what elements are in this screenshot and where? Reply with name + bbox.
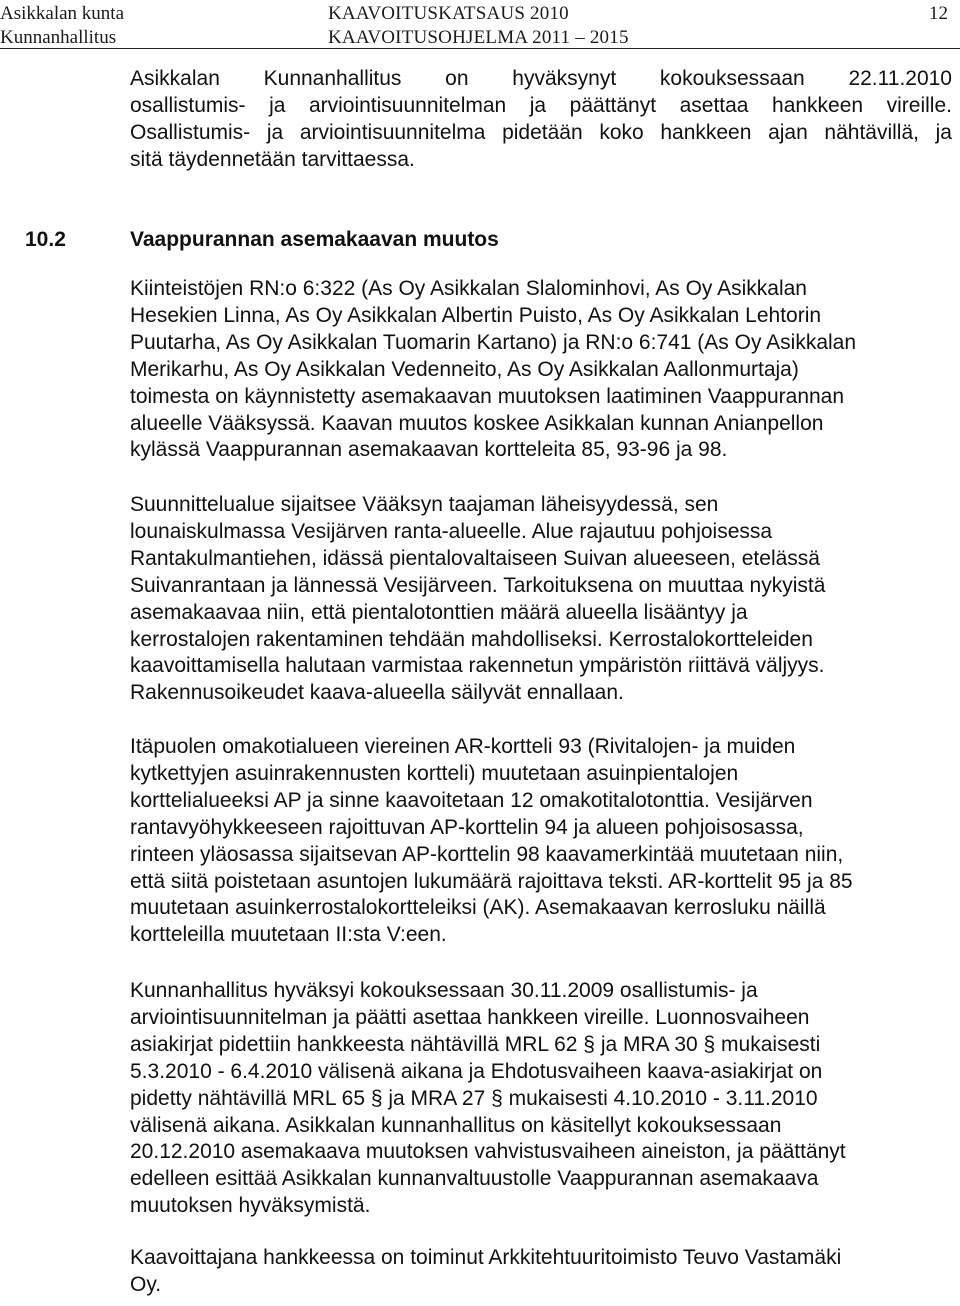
paragraph-line: Kunnanhallitus hyväksyi kokouksessaan 30.11.2009 osallistumis- ja	[130, 979, 758, 1002]
paragraph-line: kortteleilla muutetaan II:sta V:een.	[130, 923, 447, 947]
paragraph-line: kaavoittamisella halutaan varmistaa rakennetun ympäristön riittävä väljyys.	[130, 654, 825, 678]
paragraph-line: pidetty nähtävillä MRL 65 § ja MRA 27 § mukaisesti 4.10.2010 - 3.11.2010	[130, 1086, 818, 1110]
paragraph-line: asemakaavaa niin, että pientalotonttien määrä alueella lisääntyy ja	[130, 600, 748, 624]
paragraph-line: edelleen esittää Asikkalan kunnanvaltuustolle Vaappurannan asemakaava	[130, 1167, 819, 1191]
header-review-title: KAAVOITUSKATSAUS 2010	[328, 3, 569, 24]
section-number: 10.2	[25, 228, 66, 251]
section-title: Vaappurannan asemakaavan muutos	[130, 228, 499, 251]
paragraph-properties	[130, 276, 952, 464]
paragraph-line: välisenä aikana. Asikkalan kunnanhallitus on käsitellyt kokouksessaan	[130, 1113, 782, 1137]
paragraph-line: kerrostalojen rakentaminen tehdään mahdolliseksi. Kerrostalokortteleiden	[130, 627, 813, 651]
paragraph-line: asiakirjat pidettiin hankkeesta nähtävillä MRL 62 § ja MRA 30 § mukaisesti	[130, 1032, 821, 1056]
paragraph-line: 20.12.2010 asemakaava muutoksen vahvistusvaiheen aineiston, ja päättänyt	[130, 1140, 846, 1164]
paragraph-line: kylässä Vaappurannan asemakaavan kortteleita 85, 93-96 ja 98.	[130, 438, 728, 462]
page-header	[0, 0, 960, 48]
paragraph-line: 5.3.2010 - 6.4.2010 välisenä aikana ja Ehdotusvaiheen kaava-asiakirjat on	[130, 1059, 823, 1083]
paragraph-line: Rakennusoikeudet kaava-alueella säilyvät ennallaan.	[130, 681, 624, 705]
paragraph-line: muutoksen hyväksymistä.	[130, 1194, 371, 1218]
header-organization	[0, 2, 124, 50]
header-municipality: Asikkalan kunta	[0, 3, 125, 24]
intro-line: Osallistumis- ja arviointisuunnitelma pidetään koko hankkeen ajan nähtävillä, ja	[130, 120, 952, 144]
header-document-title	[328, 2, 629, 50]
paragraph-line: Itäpuolen omakotialueen viereinen AR-kortteli 93 (Rivitalojen- ja muiden	[130, 735, 796, 758]
intro-line: Asikkalan Kunnanhallitus on hyväksynyt kokouksessaan 22.11.2010	[130, 67, 952, 90]
paragraph-line: muutetaan asuinkerrostalokortteleiksi (AK). Asemakaavan kerrosluku näillä	[130, 896, 826, 920]
paragraph-line: Merikarhu, As Oy Asikkalan Vedenneito, As Oy Asikkalan Aallonmurtaja)	[130, 357, 799, 381]
header-program-title: KAAVOITUSOHJELMA 2011 – 2015	[328, 27, 629, 48]
paragraph-line: Rantakulmantiehen, idässä pientalovaltaiseen Suivan alueeseen, etelässä	[130, 546, 820, 570]
paragraph-planning-area	[130, 492, 952, 707]
paragraph-line: Kaavoittajana hankkeessa on toiminut Arkkitehtuuritoimisto Teuvo Vastamäki	[130, 1246, 842, 1269]
paragraph-line: Puutarha, As Oy Asikkalan Tuomarin Kartano) ja RN:o 6:741 (As Oy Asikkalan	[130, 330, 857, 354]
paragraph-line: rinteen yläosassa sijaitsevan AP-korttelin 98 kaavamerkintää muutetaan niin,	[130, 842, 844, 866]
paragraph-line: arviointisuunnitelman ja päätti asettaa hankkeen vireille. Luonnosvaiheen	[130, 1005, 810, 1029]
intro-line: sitä täydennetään tarvittaessa.	[130, 147, 415, 171]
paragraph-line: Suunnittelualue sijaitsee Vääksyn taajaman läheisyydessä, sen	[130, 493, 719, 516]
paragraph-block-changes	[130, 734, 952, 949]
paragraph-line: alueelle Vääksyssä. Kaavan muutos koskee Asikkalan kunnan Anianpellon	[130, 411, 824, 435]
header-divider	[0, 48, 960, 49]
page-number: 12	[929, 3, 948, 24]
paragraph-line: kytkettyjen asuinrakennusten kortteli) muutetaan asuinpientalojen	[130, 761, 739, 785]
paragraph-line: korttelialueeksi AP ja sinne kaavoitetaan 12 omakotitalotonttia. Vesijärven	[130, 788, 813, 812]
paragraph-line: että siitä poistetaan asuntojen lukumäärä rajoittava teksti. AR-korttelit 95 ja 85	[130, 869, 853, 893]
paragraph-line: Kiinteistöjen RN:o 6:322 (As Oy Asikkalan Slalominhovi, As Oy Asikkalan	[130, 277, 807, 300]
paragraph-line: toimesta on käynnistetty asemakaavan muutoksen laatiminen Vaappurannan	[130, 384, 845, 408]
paragraph-line: Suivanrantaan ja lännessä Vesijärveen. Tarkoituksena on muuttaa nykyistä	[130, 573, 826, 597]
paragraph-process	[130, 978, 952, 1220]
header-board: Kunnanhallitus	[0, 27, 117, 48]
intro-paragraph	[130, 66, 952, 174]
paragraph-line: rantavyöhykkeeseen rajoittuvan AP-korttelin 94 ja alueen pohjoisosassa,	[130, 815, 804, 839]
paragraph-planner	[130, 1245, 952, 1299]
paragraph-line: Hesekien Linna, As Oy Asikkalan Albertin Puisto, As Oy Asikkalan Lehtorin	[130, 303, 822, 327]
intro-line: osallistumis- ja arviointisuunnitelman ja päättänyt asettaa hankkeen vireille.	[130, 93, 952, 117]
paragraph-line: Oy.	[130, 1272, 162, 1296]
paragraph-line: lounaiskulmassa Vesijärven ranta-alueelle. Alue rajautuu pohjoisessa	[130, 519, 773, 543]
